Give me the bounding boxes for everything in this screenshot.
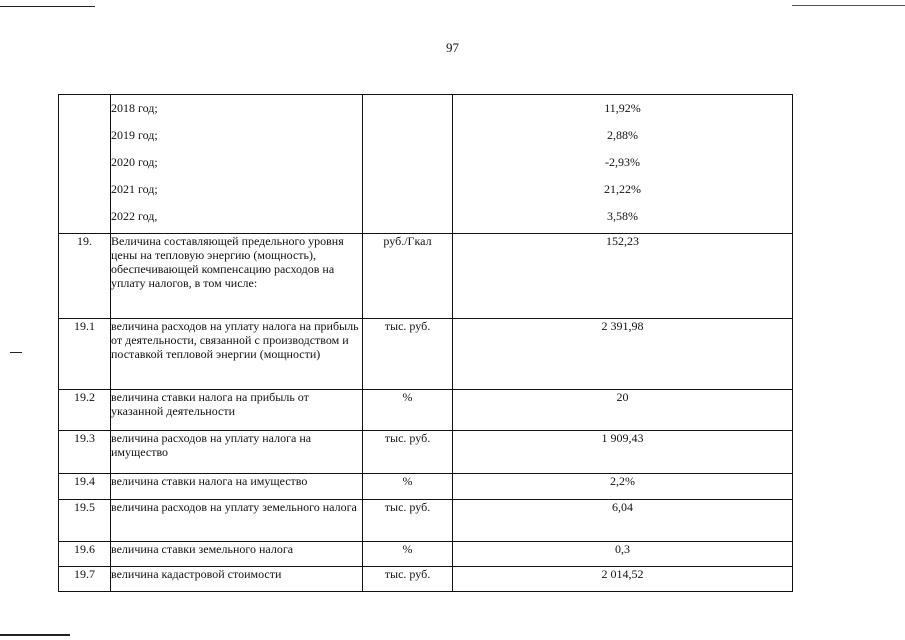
year-value: 3,58% <box>607 209 638 223</box>
row-name: величина ставки налога на прибыль от указанной деятельности <box>111 390 363 431</box>
table-row <box>59 542 793 567</box>
row-value: 0,3 <box>453 542 793 567</box>
row-name: величина расходов на уплату земельного налога <box>111 500 363 542</box>
row-unit: тыс. руб. <box>363 500 453 542</box>
year-num-cell <box>59 95 111 234</box>
row-name: величина ставки земельного налога <box>111 542 363 567</box>
row-number: 19. <box>59 234 111 319</box>
row-name: величина расходов на уплату налога на имущество <box>111 431 363 474</box>
tariff-table <box>58 94 793 592</box>
scan-mark-top-right <box>792 5 905 6</box>
page-number: 97 <box>446 40 459 55</box>
row-number: 19.1 <box>59 319 111 390</box>
row-name: Величина составляющей предельного уровня цены на тепловую энергию (мощность), обеспечивающей компенсацию расходов на уплату налогов, в том числе: <box>111 234 363 319</box>
table-row <box>59 319 793 390</box>
year-label: 2022 год, <box>111 209 158 223</box>
year-label: 2019 год; <box>111 128 158 142</box>
table-row <box>59 431 793 474</box>
row-number: 19.6 <box>59 542 111 567</box>
row-unit: % <box>363 390 453 431</box>
table-row <box>59 474 793 500</box>
row-value: 2,2% <box>453 474 793 500</box>
row-value: 2 391,98 <box>453 319 793 390</box>
row-value: 1 909,43 <box>453 431 793 474</box>
row-number: 19.4 <box>59 474 111 500</box>
row-value: 152,23 <box>453 234 793 319</box>
row-number: 19.5 <box>59 500 111 542</box>
row-name: величина ставки налога на имущество <box>111 474 363 500</box>
table-row <box>59 234 793 319</box>
scan-mark-top-left <box>0 6 95 7</box>
year-unit-cell <box>363 95 453 234</box>
scan-mark-bottom-left <box>0 634 70 636</box>
year-value: 2,88% <box>607 128 638 142</box>
row-unit: тыс. руб. <box>363 431 453 474</box>
year-label: 2021 год; <box>111 182 158 196</box>
row-unit: руб./Гкал <box>363 234 453 319</box>
row-unit: тыс. руб. <box>363 319 453 390</box>
scan-mark-left <box>10 352 22 353</box>
row-value: 6,04 <box>453 500 793 542</box>
year-value: 21,22% <box>604 182 641 196</box>
row-number: 19.7 <box>59 567 111 592</box>
row-value: 20 <box>453 390 793 431</box>
year-value-cell <box>453 95 793 234</box>
row-value: 2 014,52 <box>453 567 793 592</box>
year-value: -2,93% <box>605 155 640 169</box>
table-row <box>59 500 793 542</box>
row-number: 19.2 <box>59 390 111 431</box>
row-unit: тыс. руб. <box>363 567 453 592</box>
year-label: 2018 год; <box>111 101 158 115</box>
year-label: 2020 год; <box>111 155 158 169</box>
row-number: 19.3 <box>59 431 111 474</box>
table-row-years <box>59 95 793 234</box>
row-name: величина расходов на уплату налога на прибыль от деятельности, связанной с производством и поставкой тепловой энергии (мощности) <box>111 319 363 390</box>
year-value: 11,92% <box>604 101 641 115</box>
row-name: величина кадастровой стоимости <box>111 567 363 592</box>
row-unit: % <box>363 474 453 500</box>
row-unit: % <box>363 542 453 567</box>
year-label-cell <box>111 95 363 234</box>
table-row <box>59 390 793 431</box>
table-row <box>59 567 793 592</box>
